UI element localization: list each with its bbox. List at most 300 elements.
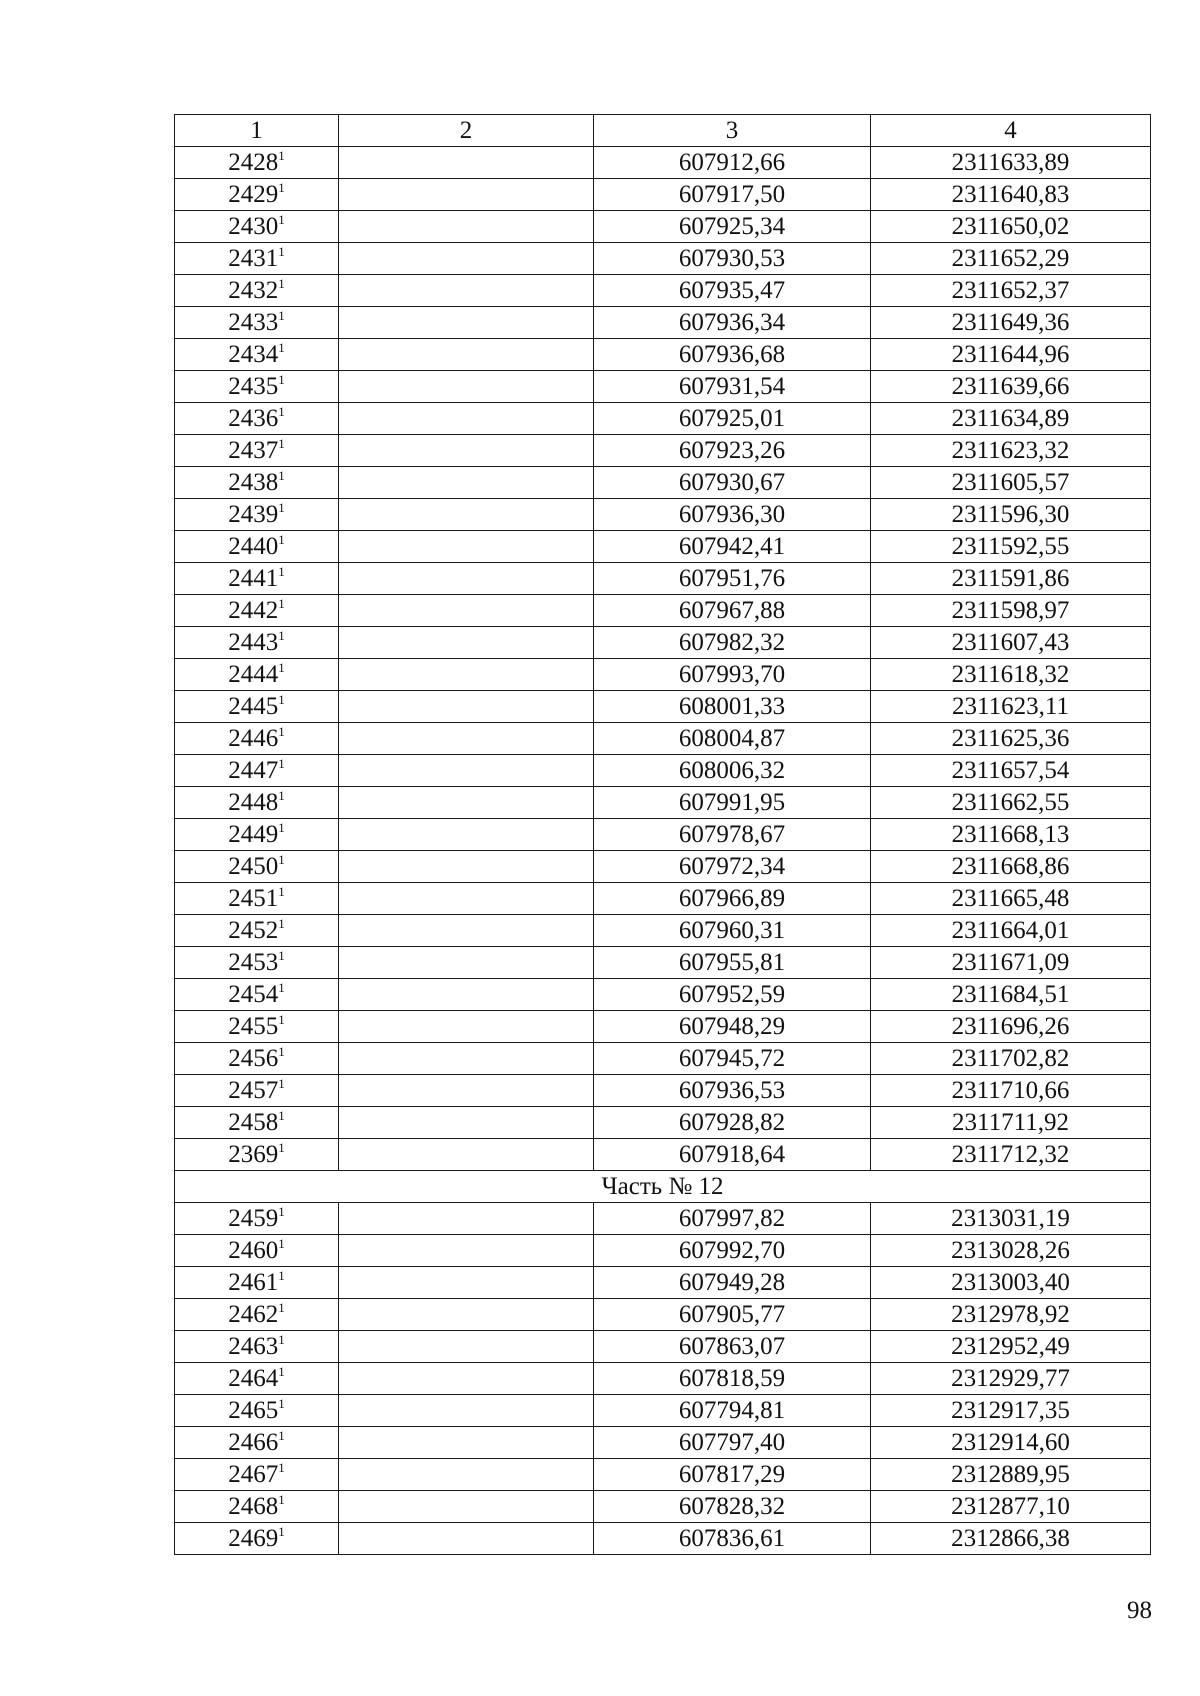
point-number: 2457 xyxy=(228,1077,279,1104)
point-number-cell xyxy=(175,531,339,563)
point-number: 2467 xyxy=(228,1461,279,1488)
column-2-cell xyxy=(339,1139,594,1171)
point-number-cell xyxy=(175,403,339,435)
x-coordinate-cell: 607925,01 xyxy=(594,403,871,435)
y-coordinate-cell: 2311684,51 xyxy=(871,979,1151,1011)
column-2-cell xyxy=(339,339,594,371)
column-header-4: 4 xyxy=(871,115,1151,147)
x-coordinate-cell: 607945,72 xyxy=(594,1043,871,1075)
column-2-cell xyxy=(339,307,594,339)
point-number-superscript: 1 xyxy=(278,404,285,419)
table-row xyxy=(175,1139,1151,1171)
column-2-cell xyxy=(339,1203,594,1235)
x-coordinate-cell: 607955,81 xyxy=(594,947,871,979)
point-number-superscript: 1 xyxy=(278,980,285,995)
x-coordinate-cell: 607836,61 xyxy=(594,1523,871,1555)
point-number-cell xyxy=(175,915,339,947)
point-number-superscript: 1 xyxy=(278,916,285,931)
y-coordinate-cell: 2311671,09 xyxy=(871,947,1151,979)
point-number: 2461 xyxy=(228,1269,279,1296)
point-number-cell xyxy=(175,627,339,659)
table-row xyxy=(175,1395,1151,1427)
point-number-superscript: 1 xyxy=(278,180,285,195)
column-2-cell xyxy=(339,755,594,787)
x-coordinate-cell: 607930,53 xyxy=(594,243,871,275)
point-number-cell xyxy=(175,307,339,339)
point-number-cell xyxy=(175,691,339,723)
x-coordinate-cell: 607992,70 xyxy=(594,1235,871,1267)
point-number: 2369 xyxy=(228,1141,279,1168)
column-2-cell xyxy=(339,819,594,851)
y-coordinate-cell: 2311712,32 xyxy=(871,1139,1151,1171)
point-number-superscript: 1 xyxy=(278,788,285,803)
y-coordinate-cell: 2312917,35 xyxy=(871,1395,1151,1427)
x-coordinate-cell: 607949,28 xyxy=(594,1267,871,1299)
point-number: 2464 xyxy=(228,1365,279,1392)
column-2-cell xyxy=(339,1011,594,1043)
y-coordinate-cell: 2311710,66 xyxy=(871,1075,1151,1107)
y-coordinate-cell: 2311644,96 xyxy=(871,339,1151,371)
point-number-cell xyxy=(175,243,339,275)
point-number: 2453 xyxy=(228,949,279,976)
table-row xyxy=(175,1107,1151,1139)
point-number: 2438 xyxy=(228,469,279,496)
x-coordinate-cell: 607936,68 xyxy=(594,339,871,371)
point-number: 2466 xyxy=(228,1429,279,1456)
point-number-superscript: 1 xyxy=(278,148,285,163)
x-coordinate-cell: 607931,54 xyxy=(594,371,871,403)
point-number-cell xyxy=(175,819,339,851)
table-row xyxy=(175,307,1151,339)
point-number: 2435 xyxy=(228,373,279,400)
point-number-superscript: 1 xyxy=(278,884,285,899)
column-2-cell xyxy=(339,915,594,947)
point-number-cell xyxy=(175,883,339,915)
column-2-cell xyxy=(339,371,594,403)
column-2-cell xyxy=(339,1043,594,1075)
y-coordinate-cell: 2311598,97 xyxy=(871,595,1151,627)
point-number-cell xyxy=(175,1491,339,1523)
point-number-cell xyxy=(175,467,339,499)
point-number-superscript: 1 xyxy=(278,532,285,547)
point-number-cell xyxy=(175,723,339,755)
point-number-superscript: 1 xyxy=(278,1236,285,1251)
point-number: 2452 xyxy=(228,917,279,944)
point-number-superscript: 1 xyxy=(278,212,285,227)
point-number: 2462 xyxy=(228,1301,279,1328)
point-number-cell xyxy=(175,659,339,691)
column-2-cell xyxy=(339,1107,594,1139)
column-2-cell xyxy=(339,691,594,723)
column-2-cell xyxy=(339,1267,594,1299)
point-number: 2463 xyxy=(228,1333,279,1360)
point-number-superscript: 1 xyxy=(278,372,285,387)
point-number-superscript: 1 xyxy=(278,1044,285,1059)
table-row xyxy=(175,563,1151,595)
column-2-cell xyxy=(339,499,594,531)
point-number: 2468 xyxy=(228,1493,279,1520)
point-number: 2439 xyxy=(228,501,279,528)
column-2-cell xyxy=(339,1299,594,1331)
point-number-superscript: 1 xyxy=(278,820,285,835)
table-row xyxy=(175,1203,1151,1235)
x-coordinate-cell: 607936,34 xyxy=(594,307,871,339)
column-2-cell xyxy=(339,435,594,467)
point-number-cell xyxy=(175,1235,339,1267)
table-row xyxy=(175,179,1151,211)
point-number: 2460 xyxy=(228,1237,279,1264)
table-row xyxy=(175,723,1151,755)
point-number-superscript: 1 xyxy=(278,724,285,739)
table-row xyxy=(175,1363,1151,1395)
point-number-cell xyxy=(175,179,339,211)
table-row xyxy=(175,627,1151,659)
point-number-superscript: 1 xyxy=(278,1524,285,1539)
point-number-cell xyxy=(175,1267,339,1299)
y-coordinate-cell: 2311652,29 xyxy=(871,243,1151,275)
table-row xyxy=(175,851,1151,883)
column-2-cell xyxy=(339,275,594,307)
x-coordinate-cell: 607966,89 xyxy=(594,883,871,915)
point-number: 2444 xyxy=(228,661,279,688)
y-coordinate-cell: 2311668,86 xyxy=(871,851,1151,883)
point-number-superscript: 1 xyxy=(278,1396,285,1411)
column-2-cell xyxy=(339,787,594,819)
table-row xyxy=(175,1459,1151,1491)
point-number: 2428 xyxy=(228,149,279,176)
table-row xyxy=(175,883,1151,915)
y-coordinate-cell: 2311657,54 xyxy=(871,755,1151,787)
point-number-cell xyxy=(175,1011,339,1043)
x-coordinate-cell: 607978,67 xyxy=(594,819,871,851)
point-number-superscript: 1 xyxy=(278,1364,285,1379)
point-number-cell xyxy=(175,947,339,979)
table-row xyxy=(175,275,1151,307)
point-number-cell xyxy=(175,435,339,467)
point-number: 2451 xyxy=(228,885,279,912)
section-row xyxy=(175,1171,1151,1203)
column-2-cell xyxy=(339,467,594,499)
x-coordinate-cell: 607912,66 xyxy=(594,147,871,179)
point-number-superscript: 1 xyxy=(278,1300,285,1315)
point-number-superscript: 1 xyxy=(278,1332,285,1347)
column-2-cell xyxy=(339,723,594,755)
table-row xyxy=(175,1235,1151,1267)
column-2-cell xyxy=(339,243,594,275)
column-2-cell xyxy=(339,659,594,691)
point-number: 2454 xyxy=(228,981,279,1008)
table-row xyxy=(175,1043,1151,1075)
x-coordinate-cell: 607817,29 xyxy=(594,1459,871,1491)
point-number: 2442 xyxy=(228,597,279,624)
point-number-cell xyxy=(175,1203,339,1235)
table-row xyxy=(175,979,1151,1011)
table-row xyxy=(175,1011,1151,1043)
point-number-cell xyxy=(175,1043,339,1075)
point-number-superscript: 1 xyxy=(278,596,285,611)
table-row xyxy=(175,243,1151,275)
point-number-superscript: 1 xyxy=(278,468,285,483)
point-number-superscript: 1 xyxy=(278,660,285,675)
y-coordinate-cell: 2311696,26 xyxy=(871,1011,1151,1043)
point-number-superscript: 1 xyxy=(278,1492,285,1507)
table-row xyxy=(175,1331,1151,1363)
point-number: 2436 xyxy=(228,405,279,432)
x-coordinate-cell: 608006,32 xyxy=(594,755,871,787)
column-2-cell xyxy=(339,1427,594,1459)
point-number: 2437 xyxy=(228,437,279,464)
point-number: 2446 xyxy=(228,725,279,752)
y-coordinate-cell: 2312866,38 xyxy=(871,1523,1151,1555)
column-2-cell xyxy=(339,1523,594,1555)
x-coordinate-cell: 607935,47 xyxy=(594,275,871,307)
page-number: 98 xyxy=(1127,1597,1152,1624)
y-coordinate-cell: 2313003,40 xyxy=(871,1267,1151,1299)
x-coordinate-cell: 607923,26 xyxy=(594,435,871,467)
table-row xyxy=(175,403,1151,435)
x-coordinate-cell: 608001,33 xyxy=(594,691,871,723)
point-number-superscript: 1 xyxy=(278,1204,285,1219)
x-coordinate-cell: 607818,59 xyxy=(594,1363,871,1395)
y-coordinate-cell: 2311664,01 xyxy=(871,915,1151,947)
x-coordinate-cell: 607960,31 xyxy=(594,915,871,947)
column-2-cell xyxy=(339,403,594,435)
point-number-superscript: 1 xyxy=(278,564,285,579)
column-2-cell xyxy=(339,211,594,243)
column-2-cell xyxy=(339,531,594,563)
point-number-superscript: 1 xyxy=(278,1108,285,1123)
table-row xyxy=(175,1491,1151,1523)
x-coordinate-cell: 607928,82 xyxy=(594,1107,871,1139)
point-number-cell xyxy=(175,147,339,179)
point-number-cell xyxy=(175,1459,339,1491)
section-title: Часть № 12 xyxy=(175,1171,1151,1203)
column-2-cell xyxy=(339,1395,594,1427)
column-2-cell xyxy=(339,947,594,979)
y-coordinate-cell: 2311640,83 xyxy=(871,179,1151,211)
table-row xyxy=(175,947,1151,979)
y-coordinate-cell: 2311711,92 xyxy=(871,1107,1151,1139)
y-coordinate-cell: 2312877,10 xyxy=(871,1491,1151,1523)
x-coordinate-cell: 607952,59 xyxy=(594,979,871,1011)
point-number: 2469 xyxy=(228,1525,279,1552)
x-coordinate-cell: 607948,29 xyxy=(594,1011,871,1043)
column-2-cell xyxy=(339,1075,594,1107)
point-number: 2440 xyxy=(228,533,279,560)
x-coordinate-cell: 607828,32 xyxy=(594,1491,871,1523)
table-row xyxy=(175,819,1151,851)
point-number-superscript: 1 xyxy=(278,436,285,451)
point-number-superscript: 1 xyxy=(278,948,285,963)
point-number-cell xyxy=(175,595,339,627)
y-coordinate-cell: 2311652,37 xyxy=(871,275,1151,307)
column-header-2: 2 xyxy=(339,115,594,147)
column-2-cell xyxy=(339,1459,594,1491)
table-row xyxy=(175,467,1151,499)
point-number-cell xyxy=(175,211,339,243)
y-coordinate-cell: 2311607,43 xyxy=(871,627,1151,659)
x-coordinate-cell: 607993,70 xyxy=(594,659,871,691)
point-number-superscript: 1 xyxy=(278,500,285,515)
point-number-cell xyxy=(175,1395,339,1427)
table-row xyxy=(175,787,1151,819)
x-coordinate-cell: 607972,34 xyxy=(594,851,871,883)
y-coordinate-cell: 2311650,02 xyxy=(871,211,1151,243)
point-number: 2430 xyxy=(228,213,279,240)
x-coordinate-cell: 607936,53 xyxy=(594,1075,871,1107)
point-number-cell xyxy=(175,979,339,1011)
table-row xyxy=(175,371,1151,403)
table-row xyxy=(175,531,1151,563)
table-row xyxy=(175,147,1151,179)
table-row xyxy=(175,211,1151,243)
x-coordinate-cell: 607936,30 xyxy=(594,499,871,531)
y-coordinate-cell: 2312952,49 xyxy=(871,1331,1151,1363)
y-coordinate-cell: 2311634,89 xyxy=(871,403,1151,435)
point-number-cell xyxy=(175,1363,339,1395)
table-row xyxy=(175,595,1151,627)
column-2-cell xyxy=(339,147,594,179)
y-coordinate-cell: 2311668,13 xyxy=(871,819,1151,851)
point-number-superscript: 1 xyxy=(278,244,285,259)
column-2-cell xyxy=(339,883,594,915)
point-number-superscript: 1 xyxy=(278,756,285,771)
point-number: 2458 xyxy=(228,1109,279,1136)
column-2-cell xyxy=(339,179,594,211)
y-coordinate-cell: 2311702,82 xyxy=(871,1043,1151,1075)
column-2-cell xyxy=(339,1331,594,1363)
point-number: 2456 xyxy=(228,1045,279,1072)
x-coordinate-cell: 607863,07 xyxy=(594,1331,871,1363)
y-coordinate-cell: 2311665,48 xyxy=(871,883,1151,915)
table-row xyxy=(175,1075,1151,1107)
point-number-superscript: 1 xyxy=(278,1428,285,1443)
x-coordinate-cell: 607925,34 xyxy=(594,211,871,243)
point-number-cell xyxy=(175,851,339,883)
y-coordinate-cell: 2311625,36 xyxy=(871,723,1151,755)
point-number: 2443 xyxy=(228,629,279,656)
column-2-cell xyxy=(339,851,594,883)
x-coordinate-cell: 607951,76 xyxy=(594,563,871,595)
point-number-cell xyxy=(175,1299,339,1331)
x-coordinate-cell: 607794,81 xyxy=(594,1395,871,1427)
point-number-superscript: 1 xyxy=(278,1460,285,1475)
y-coordinate-cell: 2311639,66 xyxy=(871,371,1151,403)
column-2-cell xyxy=(339,595,594,627)
point-number: 2441 xyxy=(228,565,279,592)
point-number-cell xyxy=(175,371,339,403)
coordinates-table xyxy=(174,114,1151,1555)
x-coordinate-cell: 607917,50 xyxy=(594,179,871,211)
point-number: 2449 xyxy=(228,821,279,848)
y-coordinate-cell: 2312978,92 xyxy=(871,1299,1151,1331)
point-number-cell xyxy=(175,1075,339,1107)
point-number-cell xyxy=(175,1331,339,1363)
table-body xyxy=(175,147,1151,1555)
table-header-row xyxy=(175,115,1151,147)
y-coordinate-cell: 2311623,11 xyxy=(871,691,1151,723)
point-number-superscript: 1 xyxy=(278,276,285,291)
table-row xyxy=(175,659,1151,691)
y-coordinate-cell: 2311633,89 xyxy=(871,147,1151,179)
table-row xyxy=(175,499,1151,531)
point-number-superscript: 1 xyxy=(278,1140,285,1155)
y-coordinate-cell: 2312914,60 xyxy=(871,1427,1151,1459)
point-number: 2429 xyxy=(228,181,279,208)
y-coordinate-cell: 2311623,32 xyxy=(871,435,1151,467)
point-number-cell xyxy=(175,499,339,531)
table-row xyxy=(175,1427,1151,1459)
point-number-superscript: 1 xyxy=(278,1268,285,1283)
point-number: 2450 xyxy=(228,853,279,880)
table-row xyxy=(175,1299,1151,1331)
x-coordinate-cell: 607967,88 xyxy=(594,595,871,627)
x-coordinate-cell: 607942,41 xyxy=(594,531,871,563)
column-2-cell xyxy=(339,1235,594,1267)
point-number: 2445 xyxy=(228,693,279,720)
y-coordinate-cell: 2311618,32 xyxy=(871,659,1151,691)
point-number-superscript: 1 xyxy=(278,628,285,643)
table-row xyxy=(175,691,1151,723)
point-number: 2431 xyxy=(228,245,279,272)
point-number-cell xyxy=(175,1523,339,1555)
table-row xyxy=(175,339,1151,371)
point-number-cell xyxy=(175,275,339,307)
column-2-cell xyxy=(339,1491,594,1523)
point-number-cell xyxy=(175,339,339,371)
y-coordinate-cell: 2311596,30 xyxy=(871,499,1151,531)
point-number-superscript: 1 xyxy=(278,692,285,707)
point-number: 2447 xyxy=(228,757,279,784)
x-coordinate-cell: 607982,32 xyxy=(594,627,871,659)
table-row xyxy=(175,1523,1151,1555)
point-number: 2434 xyxy=(228,341,279,368)
y-coordinate-cell: 2313028,26 xyxy=(871,1235,1151,1267)
point-number-superscript: 1 xyxy=(278,340,285,355)
point-number: 2455 xyxy=(228,1013,279,1040)
x-coordinate-cell: 607991,95 xyxy=(594,787,871,819)
x-coordinate-cell: 607997,82 xyxy=(594,1203,871,1235)
point-number-cell xyxy=(175,1139,339,1171)
table-row xyxy=(175,915,1151,947)
y-coordinate-cell: 2311591,86 xyxy=(871,563,1151,595)
point-number-superscript: 1 xyxy=(278,308,285,323)
y-coordinate-cell: 2311592,55 xyxy=(871,531,1151,563)
point-number-cell xyxy=(175,787,339,819)
y-coordinate-cell: 2312889,95 xyxy=(871,1459,1151,1491)
column-2-cell xyxy=(339,563,594,595)
point-number-superscript: 1 xyxy=(278,1076,285,1091)
table-row xyxy=(175,1267,1151,1299)
column-2-cell xyxy=(339,979,594,1011)
point-number: 2459 xyxy=(228,1205,279,1232)
point-number-cell xyxy=(175,1107,339,1139)
point-number-cell xyxy=(175,1427,339,1459)
point-number: 2432 xyxy=(228,277,279,304)
y-coordinate-cell: 2311605,57 xyxy=(871,467,1151,499)
point-number-cell xyxy=(175,755,339,787)
y-coordinate-cell: 2311649,36 xyxy=(871,307,1151,339)
column-header-1: 1 xyxy=(175,115,339,147)
column-2-cell xyxy=(339,1363,594,1395)
x-coordinate-cell: 607905,77 xyxy=(594,1299,871,1331)
point-number-superscript: 1 xyxy=(278,1012,285,1027)
y-coordinate-cell: 2312929,77 xyxy=(871,1363,1151,1395)
table-row xyxy=(175,435,1151,467)
table-row xyxy=(175,755,1151,787)
point-number: 2448 xyxy=(228,789,279,816)
x-coordinate-cell: 607797,40 xyxy=(594,1427,871,1459)
